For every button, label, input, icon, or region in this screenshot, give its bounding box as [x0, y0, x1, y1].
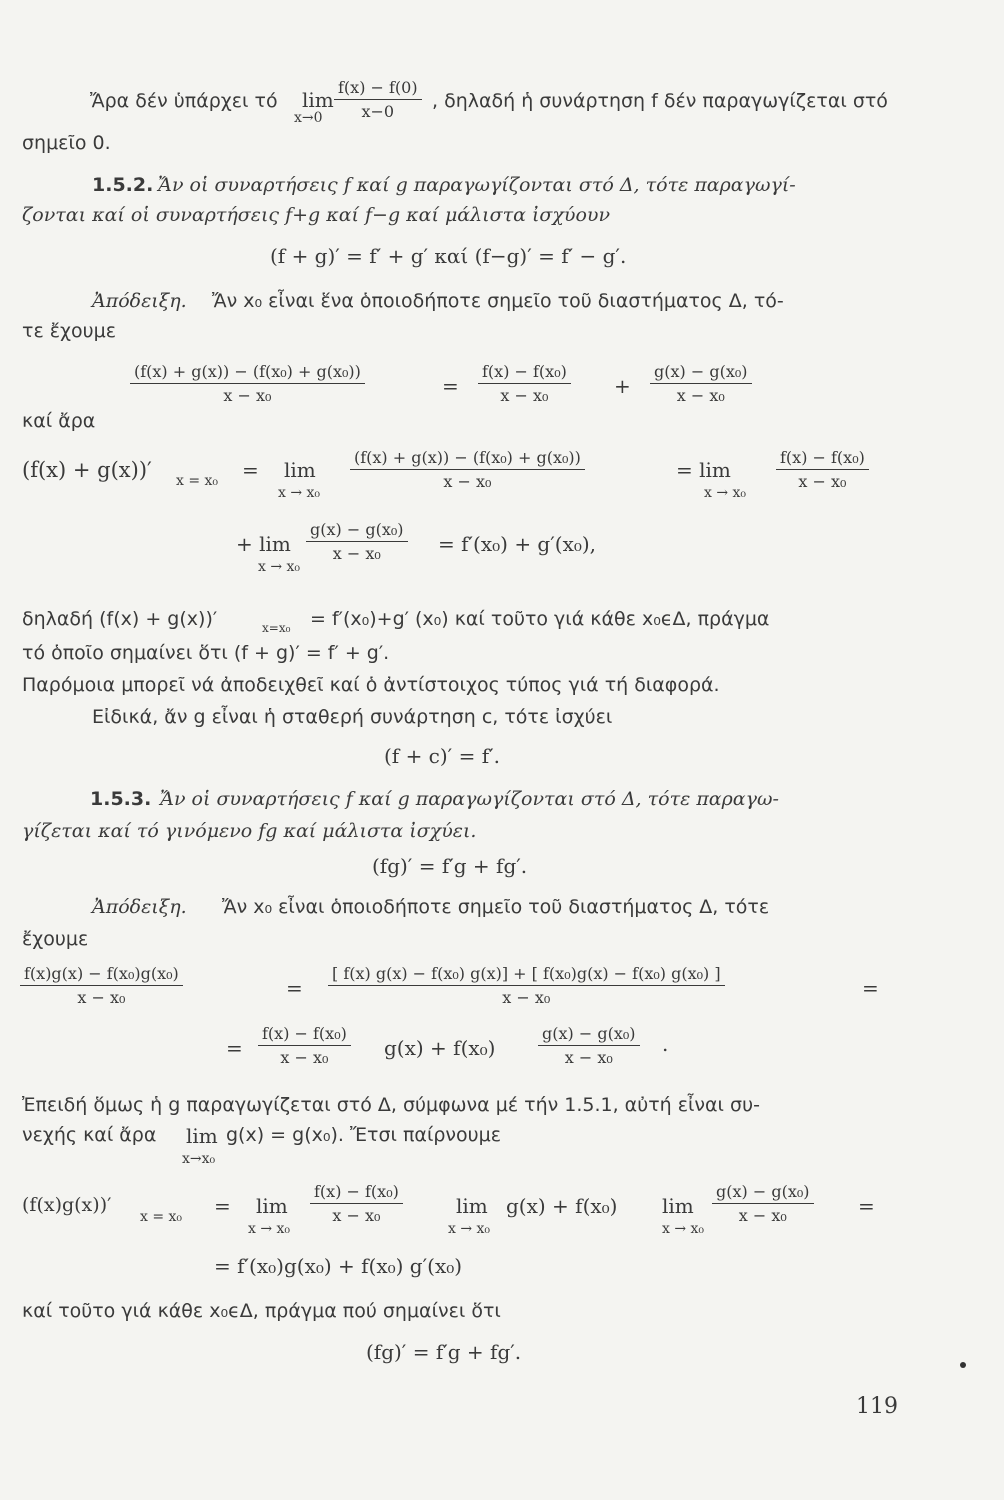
- proof1-eq1-eq: =: [442, 374, 459, 398]
- frac-den: x − x₀: [332, 544, 381, 563]
- thm153-number: 1.5.3.: [90, 788, 152, 810]
- proof2-eq3-lhs-sub: x = x₀: [140, 1209, 183, 1225]
- proof2-eq2-f2: [538, 1026, 640, 1066]
- p1-suffix: , δηλαδή ἡ συνάρτηση f δέν παραγωγίζεται στό: [432, 90, 888, 112]
- p1-lim: lim: [302, 88, 334, 112]
- proof2-eq1-eq: =: [286, 976, 303, 1000]
- frac-num: [ f(x) g(x) − f(x₀) g(x)] + [ f(x₀)g(x) − f(x₀) g(x₀) ]: [328, 966, 725, 986]
- frac-num: f(x) − f(x₀): [310, 1184, 403, 1204]
- proof2-eq3-lim3-sub: x → x₀: [662, 1221, 705, 1237]
- frac-den: x − x₀: [676, 386, 725, 405]
- thm153-formula: (fg)′ = f′g + fg′.: [372, 854, 528, 878]
- proof1-eq2-eq: =: [242, 458, 259, 482]
- frac-den: x − x₀: [223, 386, 272, 405]
- proof2-line4-b: g(x) = g(x₀). Ἔτσι παίρνουμε: [226, 1124, 502, 1146]
- proof1-label: Ἀπόδειξη.: [92, 290, 187, 312]
- proof1-line1: Ἄν x₀ εἶναι ἕνα ὁποιοδήποτε σημεῖο τοῦ διαστήματος Δ, τό-: [212, 290, 784, 312]
- proof2-eq2-f1: [258, 1026, 351, 1066]
- proof1-eq3-rhs: = f′(x₀) + g′(x₀),: [438, 532, 597, 556]
- proof1-formula: (f + c)′ = f′.: [384, 744, 500, 768]
- proof1-eq2-lhs: (f(x) + g(x))′: [22, 458, 152, 482]
- proof2-line3: Ἐπειδή ὅμως ἡ g παραγωγίζεται στό Δ, σύμφωνα μέ τήν 1.5.1, αὐτή εἶναι συ-: [22, 1094, 760, 1116]
- proof2-eq3-lim2-sub: x → x₀: [448, 1221, 491, 1237]
- proof1-eq2-eq2: = lim: [676, 458, 731, 482]
- proof2-label: Ἀπόδειξη.: [92, 896, 187, 918]
- frac-num: (f(x) + g(x)) − (f(x₀) + g(x₀)): [350, 450, 585, 470]
- proof1-line3-b: = f′(x₀)+g′ (x₀) καί τοῦτο γιά κάθε x₀ϵΔ, πράγμα: [310, 608, 770, 630]
- proof2-eq3-eq: =: [214, 1194, 231, 1218]
- proof1-eq2-lim: lim: [284, 458, 316, 482]
- proof1-eq3-plus-lim: + lim: [236, 532, 291, 556]
- proof2-eq3-lhs: (f(x)g(x))′: [22, 1194, 112, 1216]
- proof1-eq1-r2: [650, 364, 752, 404]
- proof2-eq1-rhs: [328, 966, 725, 1006]
- proof2-eq3-lim1: lim: [256, 1194, 288, 1218]
- proof2-eq4: = f′(x₀)g(x₀) + f(x₀) g′(x₀): [214, 1254, 463, 1278]
- frac-num: g(x) − g(x₀): [538, 1026, 640, 1046]
- proof2-line5: καί τοῦτο γιά κάθε x₀ϵΔ, πράγμα πού σημαίνει ὅτι: [22, 1300, 501, 1322]
- p1-prefix: Ἄρα δέν ὑπάρχει τό: [90, 90, 278, 112]
- proof1-line6: Εἰδικά, ἄν g εἶναι ἡ σταθερή συνάρτηση c, τότε ἰσχύει: [92, 706, 613, 728]
- proof1-line3-sub: x=x₀: [262, 621, 291, 635]
- thm153-line1: Ἄν οἱ συναρτήσεις f καί g παραγωγίζονται στό Δ, τότε παραγω-: [160, 788, 779, 810]
- p1-frac-den: x−0: [361, 102, 395, 121]
- p1-line2: σημεῖο 0.: [22, 132, 111, 154]
- proof2-line2: ἔχουμε: [22, 928, 89, 950]
- proof1-kai-ara: καί ἄρα: [22, 410, 96, 432]
- p1-lim-sub: x→0: [294, 110, 323, 126]
- frac-num: f(x)g(x) − f(x₀)g(x₀): [20, 966, 183, 986]
- proof2-line4-a: νεχής καί ἄρα: [22, 1124, 157, 1146]
- p1-frac-num: f(x) − f(0): [334, 80, 422, 100]
- proof2-eq2-eq: =: [226, 1036, 243, 1060]
- proof2-eq1-eq2: =: [862, 976, 879, 1000]
- thm152-line2: ζονται καί οἱ συναρτήσεις f+g καί f−g καί μάλιστα ἰσχύουν: [22, 204, 610, 226]
- proof2-eq3-eq2: =: [858, 1194, 875, 1218]
- proof2-eq1-lhs: [20, 966, 183, 1006]
- proof2-line4-lim: lim: [186, 1124, 218, 1148]
- proof2-eq3-f2: [712, 1184, 814, 1224]
- thm152-line1: Ἄν οἱ συναρτήσεις f καί g παραγωγίζονται στό Δ, τότε παραγωγί-: [158, 174, 796, 196]
- proof2-line4-sub: x→x₀: [182, 1151, 216, 1167]
- frac-den: x − x₀: [564, 1048, 613, 1067]
- proof2-line1: Ἄν x₀ εἶναι ὁποιοδήποτε σημεῖο τοῦ διαστήματος Δ, τότε: [222, 896, 770, 918]
- proof1-eq3-lim-sub: x → x₀: [258, 559, 301, 575]
- proof2-eq2-mid: g(x) + f(x₀): [384, 1036, 496, 1060]
- proof1-eq1-lhs: [130, 364, 365, 404]
- proof1-eq2-frac2: [776, 450, 869, 490]
- proof1-eq2-lim-sub: x → x₀: [278, 485, 321, 501]
- proof1-eq2-lim2-sub: x → x₀: [704, 485, 747, 501]
- thm152-formula: (f + g)′ = f′ + g′ καί (f−g)′ = f′ − g′.: [270, 244, 627, 268]
- proof2-formula: (fg)′ = f′g + fg′.: [366, 1340, 522, 1364]
- thm153-line2: γίζεται καί τό γινόμενο fg καί μάλιστα ἰσχύει.: [22, 820, 477, 842]
- thm152-number: 1.5.2.: [92, 174, 154, 196]
- proof1-line5: Παρόμοια μπορεῖ νά ἀποδειχθεῖ καί ὁ ἀντίστοιχος τύπος γιά τή διαφορά.: [22, 674, 720, 696]
- proof2-eq3-lim2: lim: [456, 1194, 488, 1218]
- proof1-eq1-r1: [478, 364, 571, 404]
- frac-num: f(x) − f(x₀): [478, 364, 571, 384]
- frac-den: x − x₀: [500, 386, 549, 405]
- proof2-eq3-lim1-sub: x → x₀: [248, 1221, 291, 1237]
- frac-den: x − x₀: [502, 988, 551, 1007]
- proof2-eq3-mid: g(x) + f(x₀): [506, 1194, 618, 1218]
- ink-dot: [960, 1362, 966, 1368]
- proof1-eq3-frac: [306, 522, 408, 562]
- proof1-eq1-plus: +: [614, 374, 631, 398]
- proof1-eq2-lhs-sub: x = x₀: [176, 473, 219, 489]
- proof1-line4: τό ὁποῖο σημαίνει ὅτι (f + g)′ = f′ + g′.: [22, 642, 390, 664]
- proof1-line3-a: δηλαδή (f(x) + g(x))′: [22, 608, 218, 630]
- proof2-eq3-lim3: lim: [662, 1194, 694, 1218]
- frac-num: g(x) − g(x₀): [306, 522, 408, 542]
- frac-den: x − x₀: [443, 472, 492, 491]
- page-number: 119: [856, 1394, 898, 1419]
- frac-den: x − x₀: [280, 1048, 329, 1067]
- frac-num: f(x) − f(x₀): [258, 1026, 351, 1046]
- frac-num: f(x) − f(x₀): [776, 450, 869, 470]
- proof1-eq2-frac: [350, 450, 585, 490]
- frac-num: g(x) − g(x₀): [650, 364, 752, 384]
- frac-den: x − x₀: [798, 472, 847, 491]
- proof2-eq3-f1: [310, 1184, 403, 1224]
- frac-den: x − x₀: [332, 1206, 381, 1225]
- proof1-line2: τε ἔχουμε: [22, 320, 116, 342]
- p1-fraction: [334, 80, 422, 120]
- frac-num: (f(x) + g(x)) − (f(x₀) + g(x₀)): [130, 364, 365, 384]
- frac-den: x − x₀: [738, 1206, 787, 1225]
- frac-num: g(x) − g(x₀): [712, 1184, 814, 1204]
- proof2-eq2-dot: .: [662, 1032, 669, 1056]
- frac-den: x − x₀: [77, 988, 126, 1007]
